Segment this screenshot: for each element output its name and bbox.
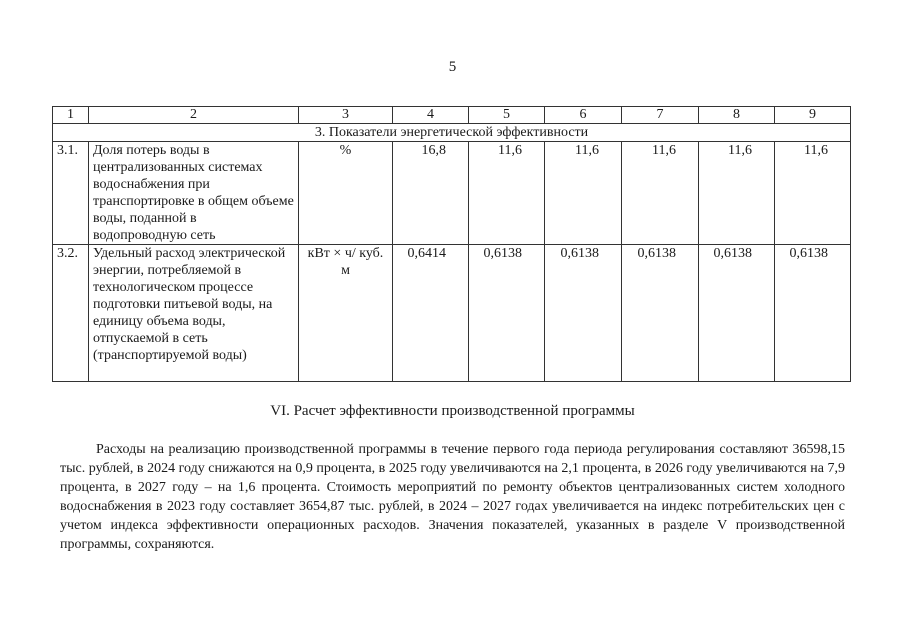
value-cell: 0,6138 bbox=[469, 245, 545, 382]
value-cell: 11,6 bbox=[469, 142, 545, 245]
body-paragraph: Расходы на реализацию производственной программы в течение первого года периода регулирования составляют 36598,15 тыс. рублей, в 2024 году снижаются на 0,9 процента, в 2025 году увеличиваются на 2,1 процента, в 2026 году увеличиваются на 7,9 процента, в 2027 году – на 1,6 процента. Стоимость мероприятий по ремонту объектов централизованных систем холодного водоснабжения в 2023 году составляет 3654,87 тыс. рублей, в 2024 – 2027 годах увеличивается на индекс потребительских цен с учетом индекса эффективности операционных расходов. Значения показателей, указанных в разделе V производственной программы, сохраняются. bbox=[60, 442, 845, 552]
table-row bbox=[53, 142, 851, 245]
value-cell: 11,6 bbox=[545, 142, 622, 245]
value-cell: 0,6414 bbox=[393, 245, 469, 382]
section-title: 3. Показатели энергетической эффективности bbox=[53, 124, 851, 142]
header-col-6: 6 bbox=[545, 107, 622, 124]
value-cell: 11,6 bbox=[622, 142, 699, 245]
header-col-4: 4 bbox=[393, 107, 469, 124]
value-cell: 0,6138 bbox=[699, 245, 775, 382]
value-cell: 0,6138 bbox=[622, 245, 699, 382]
table-row bbox=[53, 245, 851, 382]
header-col-3: 3 bbox=[299, 107, 393, 124]
value-cell: 0,6138 bbox=[775, 245, 851, 382]
unit-cell: % bbox=[299, 142, 393, 245]
header-col-1: 1 bbox=[53, 107, 89, 124]
indicator-name: Удельный расход электрической энергии, потребляемой в технологическом процессе подготовки питьевой воды, на единицу объема воды, отпускаемой в сеть (транспортируемой воды) bbox=[89, 245, 299, 382]
value-cell: 0,6138 bbox=[545, 245, 622, 382]
section-heading: VI. Расчет эффективности производственной программы bbox=[270, 403, 635, 419]
row-number: 3.1. bbox=[53, 142, 89, 245]
header-col-2: 2 bbox=[89, 107, 299, 124]
indicator-name: Доля потерь воды в централизованных системах водоснабжения при транспортировке в общем объеме воды, поданной в водопроводную сеть bbox=[89, 142, 299, 245]
value-cell: 11,6 bbox=[699, 142, 775, 245]
header-col-7: 7 bbox=[622, 107, 699, 124]
table-header-row bbox=[53, 107, 851, 124]
row-number: 3.2. bbox=[53, 245, 89, 382]
value-cell: 11,6 bbox=[775, 142, 851, 245]
unit-cell: кВт × ч/ куб. м bbox=[299, 245, 393, 382]
indicators-table bbox=[52, 106, 851, 382]
header-col-8: 8 bbox=[699, 107, 775, 124]
header-col-5: 5 bbox=[469, 107, 545, 124]
header-col-9: 9 bbox=[775, 107, 851, 124]
page-number: 5 bbox=[448, 59, 457, 75]
value-cell: 16,8 bbox=[393, 142, 469, 245]
table-section-row bbox=[53, 124, 851, 142]
